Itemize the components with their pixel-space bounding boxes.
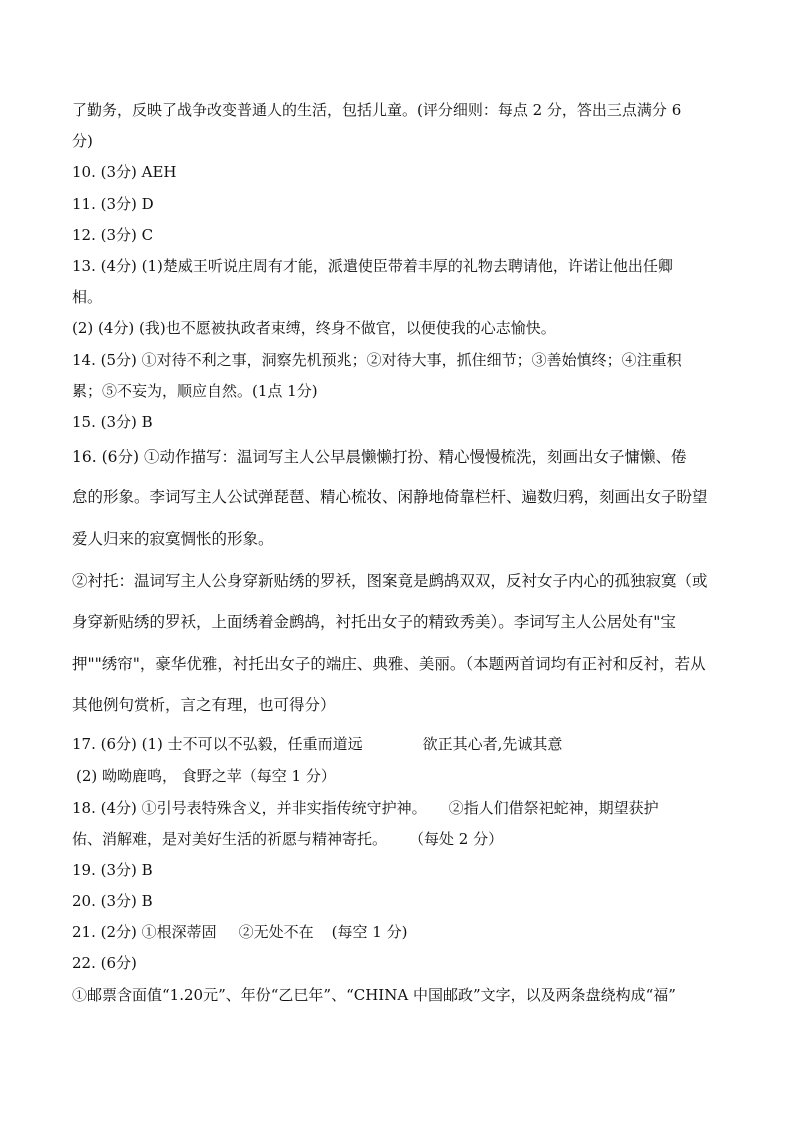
answer-15: 15. (3分) B	[72, 413, 153, 431]
answer-22: 22. (6分)	[72, 954, 137, 972]
answer-14: 14. (5分) ①对待不利之事，洞察先机预兆；②对待大事，抓住细节；③善始慎终；④注重积	[72, 351, 682, 369]
answer-17-part2: 欲正其心者,先诚其意	[422, 735, 563, 753]
answer-19: 19. (3分) B	[72, 861, 153, 879]
text-line: 了勤务，反映了战争改变普通人的生活，包括儿童。(评分细则：每点 2 分，答出三点满分 6	[72, 101, 682, 119]
answer-18-part2: ②指人们借祭祀蛇神，期望获护	[448, 799, 659, 817]
answer-21	[72, 922, 407, 942]
text-line: 相。	[72, 288, 103, 306]
answer-13: 13. (4分) (1)楚威王听说庄周有才能，派遣使臣带着丰厚的礼物去聘请他，许诺让他出任卿	[72, 257, 673, 275]
text-line: 其他例句赏析，言之有理，也可得分）	[72, 696, 336, 714]
answer-18-part3: 佑、消解难，是对美好生活的祈愿与精神寄托。	[72, 830, 388, 848]
text-line: 分)	[72, 132, 93, 150]
answer-17-line2: (2) 呦呦鹿鸣， 食野之苹（每空 1 分）	[76, 767, 336, 785]
answer-12: 12. (3分) C	[72, 226, 154, 244]
text-line: ①邮票含面值“1.20元”、年份“乙巳年”、“CHINA 中国邮政”文字，以及两条盘绕构成“福”	[72, 986, 676, 1004]
answer-18-score: （每处 2 分）	[409, 830, 504, 848]
answer-21-score: (每空 1 分)	[331, 923, 408, 941]
answer-21-part1: 21. (2分) ①根深蒂固	[72, 923, 217, 941]
text-line: 爱人归来的寂寞惆怅的形象。	[72, 530, 274, 548]
answer-17-part1: 17. (6分) (1) 士不可以不弘毅，任重而道远	[72, 735, 363, 753]
answer-21-part2: ②无处不在	[238, 923, 314, 941]
text-line: 押""绣帘"，豪华优雅，衬托出女子的端庄、典雅、美丽。（本题两首词均有正衬和反衬，若从	[72, 655, 706, 673]
answer-18-part1: 18. (4分) ①引号表特殊含义，并非实指传统守护神。	[72, 799, 427, 817]
answer-16: 16. (6分) ①动作描写：温词写主人公早晨懒懒打扮、精心慢慢梳洗，刻画出女子慵懒、倦	[72, 448, 687, 466]
answer-11: 11. (3分) D	[72, 195, 154, 213]
answer-18	[72, 798, 659, 818]
answer-20: 20. (3分) B	[72, 892, 153, 910]
text-line: 怠的形象。李词写主人公试弹琵琶、精心梳妆、闲静地倚靠栏杆、遍数归鸦，刻画出女子盼望	[72, 488, 708, 506]
answer-13-2: (2) (4分) (我)也不愿被执政者束缚，终身不做官，以便使我的心志愉快。	[72, 319, 556, 337]
text-line: ②衬托：温词写主人公身穿新贴绣的罗袄，图案竟是鹧鸪双双，反衬女子内心的孤独寂寞（或	[72, 572, 708, 590]
text-line: 身穿新贴绣的罗袄，上面绣着金鹧鸪，衬托出女子的精致秀美）。李词写主人公居处有"宝	[72, 613, 676, 631]
text-line: 累；⑤不妄为，顺应自然。(1点 1分)	[72, 382, 318, 400]
answer-18-line2	[72, 829, 503, 849]
answer-10: 10. (3分) AEH	[72, 163, 177, 181]
answer-17	[72, 734, 562, 754]
